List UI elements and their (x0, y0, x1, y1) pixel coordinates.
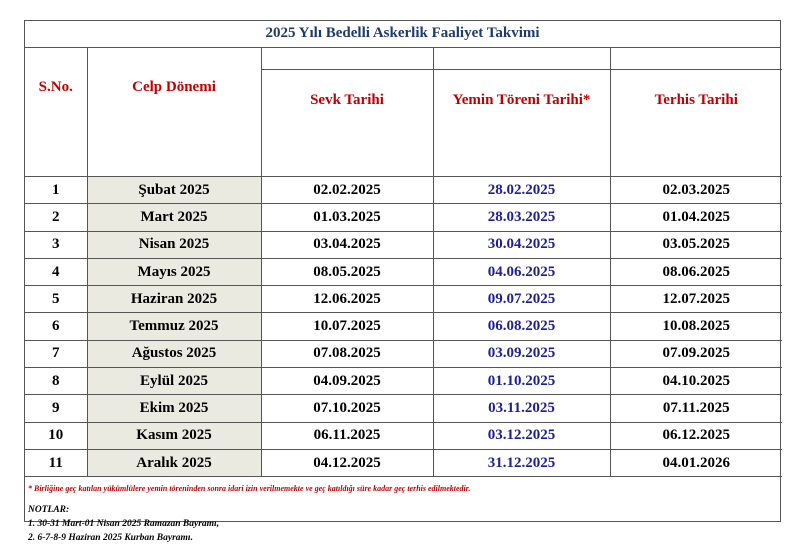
cell-terhis: 04.10.2025 (610, 368, 782, 395)
cell-sno: 10 (25, 422, 87, 449)
footnote: * Birliğine geç katılan yükümlülere yemin töreninden sonra idari izin verilmemekte ve geç katıldığı süre kadar geç terhis edilmektedir. (28, 484, 471, 494)
cell-celp: Aralık 2025 (87, 449, 261, 476)
cell-sno: 8 (25, 368, 87, 395)
cell-sevk: 04.09.2025 (261, 368, 433, 395)
cell-yemin: 04.06.2025 (433, 258, 610, 285)
cell-yemin: 03.09.2025 (433, 340, 610, 367)
cell-sno: 3 (25, 231, 87, 258)
cell-terhis: 06.12.2025 (610, 422, 782, 449)
header-sevk: Sevk Tarihi (261, 48, 433, 177)
table-header-row (25, 48, 782, 177)
table-row (25, 204, 782, 231)
cell-sno: 7 (25, 340, 87, 367)
document-title: 2025 Yılı Bedelli Askerlik Faaliyet Takvimi (25, 21, 780, 48)
cell-sno: 6 (25, 313, 87, 340)
cell-celp: Temmuz 2025 (87, 313, 261, 340)
cell-sno: 9 (25, 395, 87, 422)
schedule-document (24, 20, 781, 544)
cell-sno: 1 (25, 177, 87, 204)
note-item: 1. 30-31 Mart-01 Nisan 2025 Ramazan Bayramı, (28, 519, 220, 530)
header-sno: S.No. (25, 48, 87, 177)
table-row (25, 449, 782, 476)
cell-sevk: 07.10.2025 (261, 395, 433, 422)
cell-sno: 11 (25, 449, 87, 476)
table-row (25, 258, 782, 285)
cell-terhis: 08.06.2025 (610, 258, 782, 285)
cell-sevk: 10.07.2025 (261, 313, 433, 340)
cell-sevk: 08.05.2025 (261, 258, 433, 285)
cell-sno: 5 (25, 286, 87, 313)
cell-celp: Ağustos 2025 (87, 340, 261, 367)
cell-terhis: 01.04.2025 (610, 204, 782, 231)
cell-celp: Kasım 2025 (87, 422, 261, 449)
cell-yemin: 06.08.2025 (433, 313, 610, 340)
header-yemin: Yemin Töreni Tarihi* (433, 48, 610, 177)
notes-section (25, 477, 780, 545)
cell-celp: Nisan 2025 (87, 231, 261, 258)
cell-celp: Mayıs 2025 (87, 258, 261, 285)
cell-sevk: 12.06.2025 (261, 286, 433, 313)
cell-celp: Şubat 2025 (87, 177, 261, 204)
cell-terhis: 10.08.2025 (610, 313, 782, 340)
notes-title: NOTLAR: (28, 505, 70, 516)
cell-sevk: 01.03.2025 (261, 204, 433, 231)
table-row (25, 313, 782, 340)
cell-sno: 4 (25, 258, 87, 285)
cell-yemin: 28.03.2025 (433, 204, 610, 231)
cell-sevk: 06.11.2025 (261, 422, 433, 449)
cell-yemin: 28.02.2025 (433, 177, 610, 204)
table-row (25, 368, 782, 395)
schedule-table (25, 48, 782, 477)
table-row (25, 395, 782, 422)
cell-yemin: 31.12.2025 (433, 449, 610, 476)
cell-yemin: 03.11.2025 (433, 395, 610, 422)
cell-celp: Haziran 2025 (87, 286, 261, 313)
cell-terhis: 07.09.2025 (610, 340, 782, 367)
note-item: 2. 6-7-8-9 Haziran 2025 Kurban Bayramı. (28, 533, 193, 544)
cell-sno: 2 (25, 204, 87, 231)
table-row (25, 177, 782, 204)
cell-terhis: 12.07.2025 (610, 286, 782, 313)
header-celp: Celp Dönemi (87, 48, 261, 177)
table-row (25, 340, 782, 367)
cell-terhis: 02.03.2025 (610, 177, 782, 204)
cell-celp: Mart 2025 (87, 204, 261, 231)
cell-terhis: 04.01.2026 (610, 449, 782, 476)
cell-celp: Eylül 2025 (87, 368, 261, 395)
cell-yemin: 30.04.2025 (433, 231, 610, 258)
table-row (25, 231, 782, 258)
cell-terhis: 07.11.2025 (610, 395, 782, 422)
cell-yemin: 01.10.2025 (433, 368, 610, 395)
header-terhis: Terhis Tarihi (610, 48, 782, 177)
cell-terhis: 03.05.2025 (610, 231, 782, 258)
cell-yemin: 09.07.2025 (433, 286, 610, 313)
cell-yemin: 03.12.2025 (433, 422, 610, 449)
cell-sevk: 04.12.2025 (261, 449, 433, 476)
table-row (25, 286, 782, 313)
cell-sevk: 03.04.2025 (261, 231, 433, 258)
cell-sevk: 07.08.2025 (261, 340, 433, 367)
table-row (25, 422, 782, 449)
cell-sevk: 02.02.2025 (261, 177, 433, 204)
cell-celp: Ekim 2025 (87, 395, 261, 422)
